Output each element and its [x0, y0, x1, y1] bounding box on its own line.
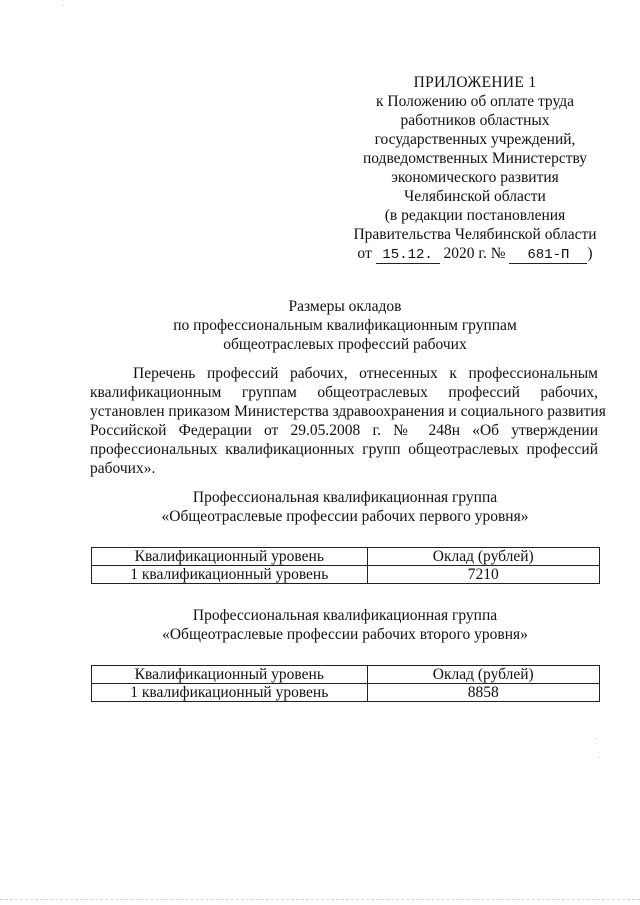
group2-table	[91, 665, 600, 702]
appendix-line: Правительства Челябинской области	[353, 226, 597, 243]
group2-title: Профессиональная квалификационная группа	[192, 607, 498, 624]
intro-paragraph	[90, 364, 606, 478]
appendix-line: к Положению об оплате труда	[375, 93, 575, 110]
table-cell: 1 квалификационный уровень	[92, 684, 368, 702]
decree-date: 15.12.	[376, 247, 440, 264]
paragraph-line: квалификационным группам общеотраслевых профессий рабочих,	[90, 384, 598, 401]
table-header-cell: Оклад (рублей)	[367, 666, 599, 684]
group1-subtitle: «Общеотраслевые профессии рабочих первого уровня»	[161, 508, 529, 525]
group2-subtitle: «Общеотраслевые профессии рабочих второго уровня»	[162, 626, 528, 643]
table-row	[92, 684, 600, 702]
table-header-row	[92, 666, 600, 684]
paragraph-line: рабочих».	[90, 460, 156, 477]
table-header-cell: Квалификационный уровень	[92, 666, 368, 684]
scan-speck	[62, 5, 63, 6]
heading-line: Размеры окладов	[288, 298, 402, 315]
decree-date-line	[330, 244, 620, 264]
closing-paren: )	[587, 245, 593, 262]
appendix-line: (в редакции постановления	[384, 207, 566, 224]
table-header-cell: Квалификационный уровень	[92, 548, 368, 566]
scan-speck	[598, 757, 599, 758]
appendix-line: государственных учреждений,	[374, 131, 576, 148]
paragraph-line: Российской Федерации от 29.05.2008 г. № 248н «Об утверждении	[90, 422, 598, 439]
appendix-line: экономического развития	[391, 169, 559, 186]
appendix-line: Челябинской области	[404, 188, 546, 205]
paragraph-line: профессиональных квалификационных групп общеотраслевых профессий	[90, 441, 598, 458]
group1-heading	[90, 488, 600, 526]
scan-speck	[596, 738, 597, 739]
table-cell: 8858	[367, 684, 599, 702]
paragraph-line: установлен приказом Министерства здравоохранения и социального развития	[90, 403, 606, 420]
group1-title: Профессиональная квалификационная группа	[192, 489, 498, 506]
appendix-block	[330, 73, 620, 264]
decree-year: 2020 г. №	[443, 245, 506, 262]
paragraph-line: Перечень профессий рабочих, отнесенных к профессиональным	[133, 365, 598, 382]
appendix-line: работников областных	[400, 112, 550, 129]
table-cell: 1 квалификационный уровень	[92, 566, 368, 584]
group2-heading	[90, 606, 600, 644]
heading-line: общеотраслевых профессий рабочих	[223, 336, 467, 353]
table-header-cell: Оклад (рублей)	[367, 548, 599, 566]
appendix-line: подведомственных Министерству	[362, 150, 588, 167]
heading-line: по профессиональным квалификационным группам	[173, 317, 517, 334]
table-header-row	[92, 548, 600, 566]
table-cell: 7210	[367, 566, 599, 584]
group1-table	[91, 547, 600, 584]
table-row	[92, 566, 600, 584]
document-heading	[90, 297, 600, 354]
appendix-title: ПРИЛОЖЕНИЕ 1	[413, 74, 537, 91]
date-prefix: от	[357, 245, 372, 262]
decree-number: 681-П	[509, 247, 587, 264]
scan-edge-line	[0, 898, 640, 900]
